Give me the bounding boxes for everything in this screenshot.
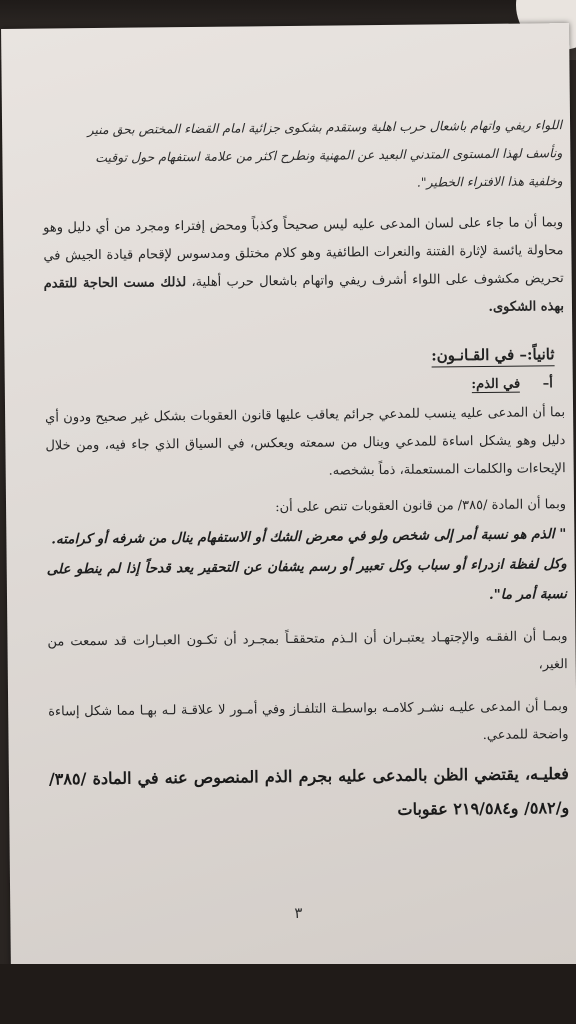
paragraph-defamation: بما أن المدعى عليه ينسب للمدعي جرائم يعاقب عليها قانون العقوبات بشكل غير صحيح ودون أي دليل وهو يشكل اساءة للمدعي وينال من سمعته ويعكس، في السياق الذي جاء فيه، ومن خلال الإيحاءات والكلمات المستعملة، ذماً بشخصه. bbox=[45, 405, 566, 479]
subsection-number: أ– bbox=[542, 376, 553, 392]
paragraph-claim bbox=[43, 209, 564, 326]
page-body bbox=[42, 111, 569, 830]
quote-defamation-definition: " الذم هو نسبة أمر إلى شخص ولو في معرض الشك أو الاستفهام ينال من شرفه أو كرامته. bbox=[51, 526, 567, 548]
page-number: ٣ bbox=[294, 903, 303, 922]
background-bottom bbox=[0, 964, 576, 1024]
paragraph-television: وبمـا أن المدعى عليـه نشـر كلامـه بواسطـة التلفـاز وفي أمـور لا علاقـة لـه بهـا مما شكل إساءة واضحة للمدعي. bbox=[48, 699, 569, 743]
paragraph-claim-text: وبما أن ما جاء على لسان المدعى عليه ليس صحيحاً وكذباً ومحض إفتراء ومجرد من أي دليل وهو محاولة يائسة لإثارة الفتنة والنعرات الطائفية وهو كلام مختلق ومدسوس لإقحام قيادة الجيش في تحريض مكشوف على اللواء أشرف ريفي واتهام باشعال حرب أهلية، bbox=[43, 215, 564, 291]
final-statement: فعليـه، يقتضي الظن بالمدعى عليه بجرم الذم المنصوص عنه في المادة /٣٨٥/ و/٥٨٢/ و٢١٩/٥٨٤ عقوبات bbox=[48, 764, 570, 819]
paragraph-article: وبما أن المادة /٣٨٥/ من قانون العقوبات تنص على أن: bbox=[275, 497, 567, 516]
paragraph-jurisprudence: وبمـا أن الفقـه والإجتهـاد يعتبـران أن الـذم متحققـاً بمجـرد أن تكـون العبـارات قد سمعت من الغير، bbox=[47, 629, 568, 673]
subsection-label: في الذم: bbox=[471, 376, 521, 393]
section-title-law: ثانياً:– في القـانـون: bbox=[431, 345, 555, 367]
intro-line-2: ونأسف لهذا المستوى المتدني البعيد عن المهنية ونطرح اكثر من علامة استفهام حول توقيت bbox=[95, 145, 563, 166]
paragraph-claim-conclusion: لذلك مست الحاجة للتقدم بهذه الشكوى. bbox=[43, 275, 565, 315]
intro-line-3: وخلفية هذا الافتراء الخطير". bbox=[416, 173, 563, 190]
quote-insult-definition: وكل لفظة ازدراء أو سباب وكل تعبير أو رسم يشفان عن التحقير يعد قدحاً إذا لم ينطو على نسبة أمر ما". bbox=[46, 556, 568, 603]
document-page bbox=[1, 23, 576, 977]
intro-line-1: اللواء ريفي واتهام باشعال حرب اهلية وستقدم بشكوى جزائية امام القضاء المختص بحق منير bbox=[87, 117, 563, 138]
